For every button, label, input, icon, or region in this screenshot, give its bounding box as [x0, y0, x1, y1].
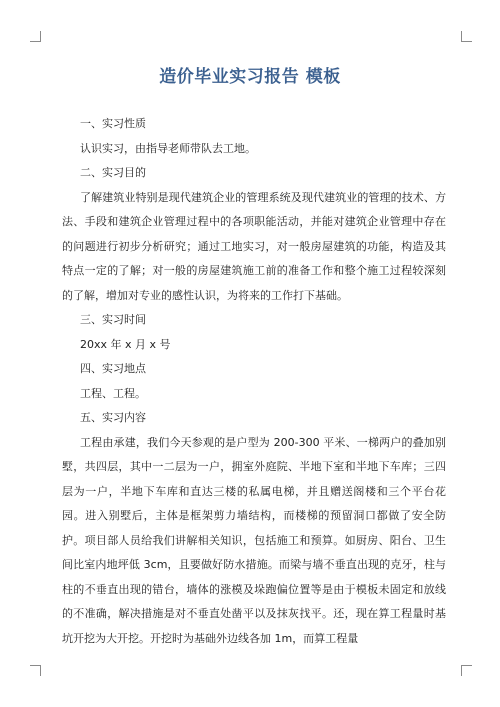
document-body	[62, 112, 446, 651]
paragraph-purpose: 了解建筑业特别是现代建筑企业的管理系统及现代建筑业的管理的技术、方法、手段和建筑企业管理过程中的各项职能活动，并能对建筑企业管理中存在的问题进行初步分析研究；通过工地实习，对一般房屋建筑的功能，构造及其特点一定的了解；对一般的房屋建筑施工前的准备工作和整个施工过程较深刻的了解，增加对专业的感性认识，为将来的工作打下基础。	[62, 190, 446, 302]
paragraph-nature: 认识实习，由指导老师带队去工地。	[80, 141, 256, 155]
section-heading-time: 三、实习时间	[80, 313, 146, 326]
document-title: 造价毕业实习报告 模板	[159, 67, 341, 87]
section-heading-content: 五、实习内容	[80, 411, 146, 424]
paragraph-time: 20xx 年 x 月 x 号	[80, 337, 171, 351]
crop-mark-bottom-right	[461, 665, 472, 676]
crop-mark-top-right	[461, 31, 472, 42]
section-heading-nature: 一、实习性质	[80, 117, 146, 130]
section-heading-purpose: 二、实习目的	[80, 166, 146, 179]
section-heading-location: 四、实习地点	[80, 362, 146, 375]
paragraph-content: 工程由承建，我们今天参观的是户型为 200-300 平米、一梯两户的叠加别墅，共四层，其中一二层为一户，拥室外庭院、半地下室和半地下车库；三四层为一户，半地下车库和直达三楼的私属电梯，并且赠送阁楼和三个平台花园。进入别墅后，主体是框架剪力墙结构，而楼梯的预留洞口都做了安全防护。项目部人员给我们讲解相关知识，包括施工和预算。如厨房、阳台、卫生间比室内地坪低 3cm，且要做好防水措施。而梁与墙不垂直出现的克牙，柱与柱的不垂直出现的错台，墙体的涨模及垛跑偏位置等是由于模板未固定和放线的不准确，解决措施是对不垂直处凿平以及抹灰找平。还，现在算工程量时基坑开挖为大开挖。开挖时为基础外边线各加 1m，而算工程量	[62, 435, 446, 645]
paragraph-location: 工程、工程。	[80, 386, 146, 400]
crop-mark-top-left	[30, 31, 41, 42]
crop-mark-bottom-left	[30, 665, 41, 676]
